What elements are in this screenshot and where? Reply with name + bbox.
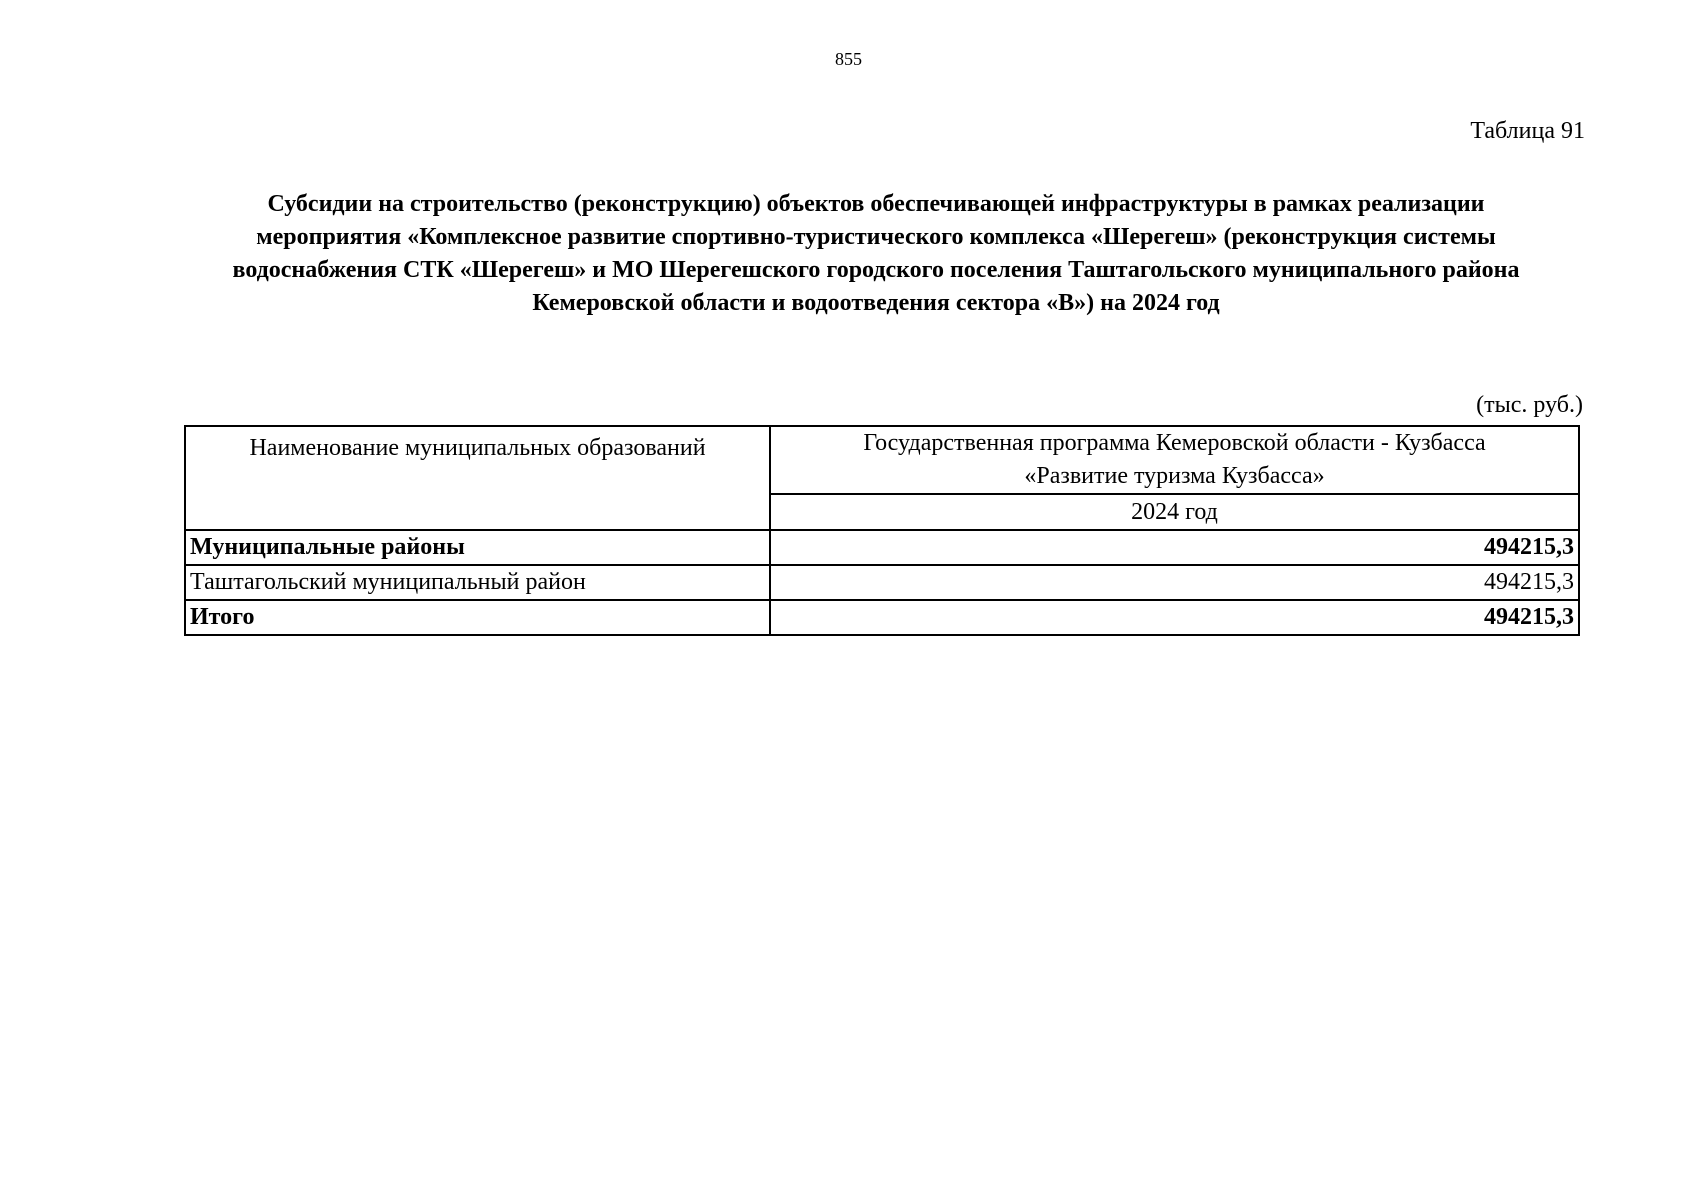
subsidy-table	[184, 425, 1580, 636]
table-header-row	[185, 426, 1579, 494]
units-label: (тыс. руб.)	[1476, 392, 1583, 418]
page-number: 855	[835, 49, 862, 69]
row-value-tashtagol-district: 494215,3	[770, 565, 1579, 600]
row-value-total: 494215,3	[770, 600, 1579, 635]
header-program-column	[770, 426, 1579, 494]
header-year: 2024 год	[770, 494, 1579, 530]
row-value-municipal-districts: 494215,3	[770, 530, 1579, 565]
row-name-total: Итого	[185, 600, 770, 635]
row-name-municipal-districts: Муниципальные районы	[185, 530, 770, 565]
table-row	[185, 600, 1579, 635]
table-row	[185, 565, 1579, 600]
header-program-line1: Государственная программа Кемеровской области - Кузбасса	[863, 430, 1486, 456]
row-name-tashtagol-district: Таштагольский муниципальный район	[185, 565, 770, 600]
table-label: Таблица 91	[1470, 118, 1585, 144]
header-name-column: Наименование муниципальных образований	[185, 426, 770, 530]
header-program-line2: «Развитие туризма Кузбасса»	[1024, 463, 1325, 489]
table-row	[185, 530, 1579, 565]
document-title: Субсидии на строительство (реконструкцию) объектов обеспечивающей инфраструктуры в рамках реализации мероприятия «Комплексное развитие спортивно-туристического комплекса «Шерегеш» (реконструкция системы водоснабжения СТК «Шерегеш» и МО Шерегешского городского поселения Таштагольского муниципального района Кемеровской области и водоотведения сектора «В») на 2024 год	[232, 191, 1520, 316]
